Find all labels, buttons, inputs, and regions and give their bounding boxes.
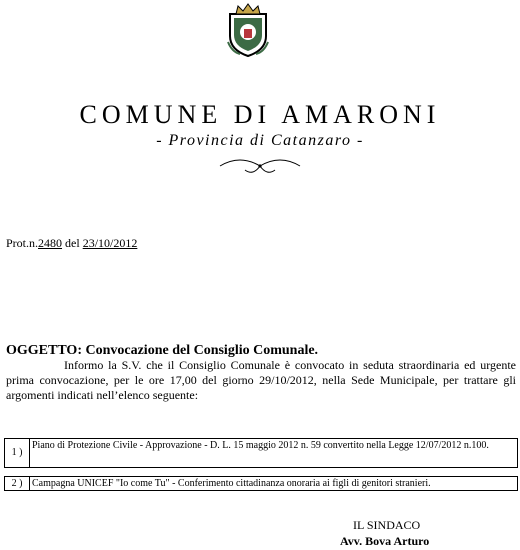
protocol-del: del (62, 236, 83, 250)
agenda-number: 2 ) (5, 477, 30, 490)
agenda-number: 1 ) (5, 439, 30, 467)
province-name: - Provincia di Catanzaro - (156, 132, 364, 149)
protocol-number: 2480 (38, 236, 63, 250)
agenda-row (4, 438, 518, 468)
signature-name: Avv. Bova Arturo (340, 534, 430, 548)
protocol-prefix: Prot.n. (6, 236, 39, 250)
agenda-row (4, 476, 518, 491)
agenda-text: Piano di Protezione Civile - Approvazione - D. L. 15 maggio 2012 n. 59 convertito nella Legge 12/07/2012 n.100. (32, 440, 489, 451)
municipality-name: COMUNE DI AMARONI (79, 100, 441, 129)
protocol-line (6, 236, 137, 251)
signature-title: IL SINDACO (353, 518, 421, 532)
municipal-crest-icon (224, 2, 272, 58)
decorative-flourish-icon (215, 150, 305, 178)
agenda-text: Campagna UNICEF "Io come Tu" - Conferimento cittadinanza onoraria ai figli di genitori stranieri. (32, 478, 431, 489)
convocation-text: Informo la S.V. che il Consiglio Comunale è convocato in seduta straordinaria ed urgente prima convocazione, per le ore 17,00 del giorno 29/10/2012, nella Sede Municipale, per trattare gli argomenti indicati nell’elenco seguente: (6, 358, 516, 402)
convocation-paragraph (6, 358, 516, 403)
protocol-date: 23/10/2012 (82, 236, 138, 250)
subject-heading: OGGETTO: Convocazione del Consiglio Comunale. (6, 343, 319, 358)
